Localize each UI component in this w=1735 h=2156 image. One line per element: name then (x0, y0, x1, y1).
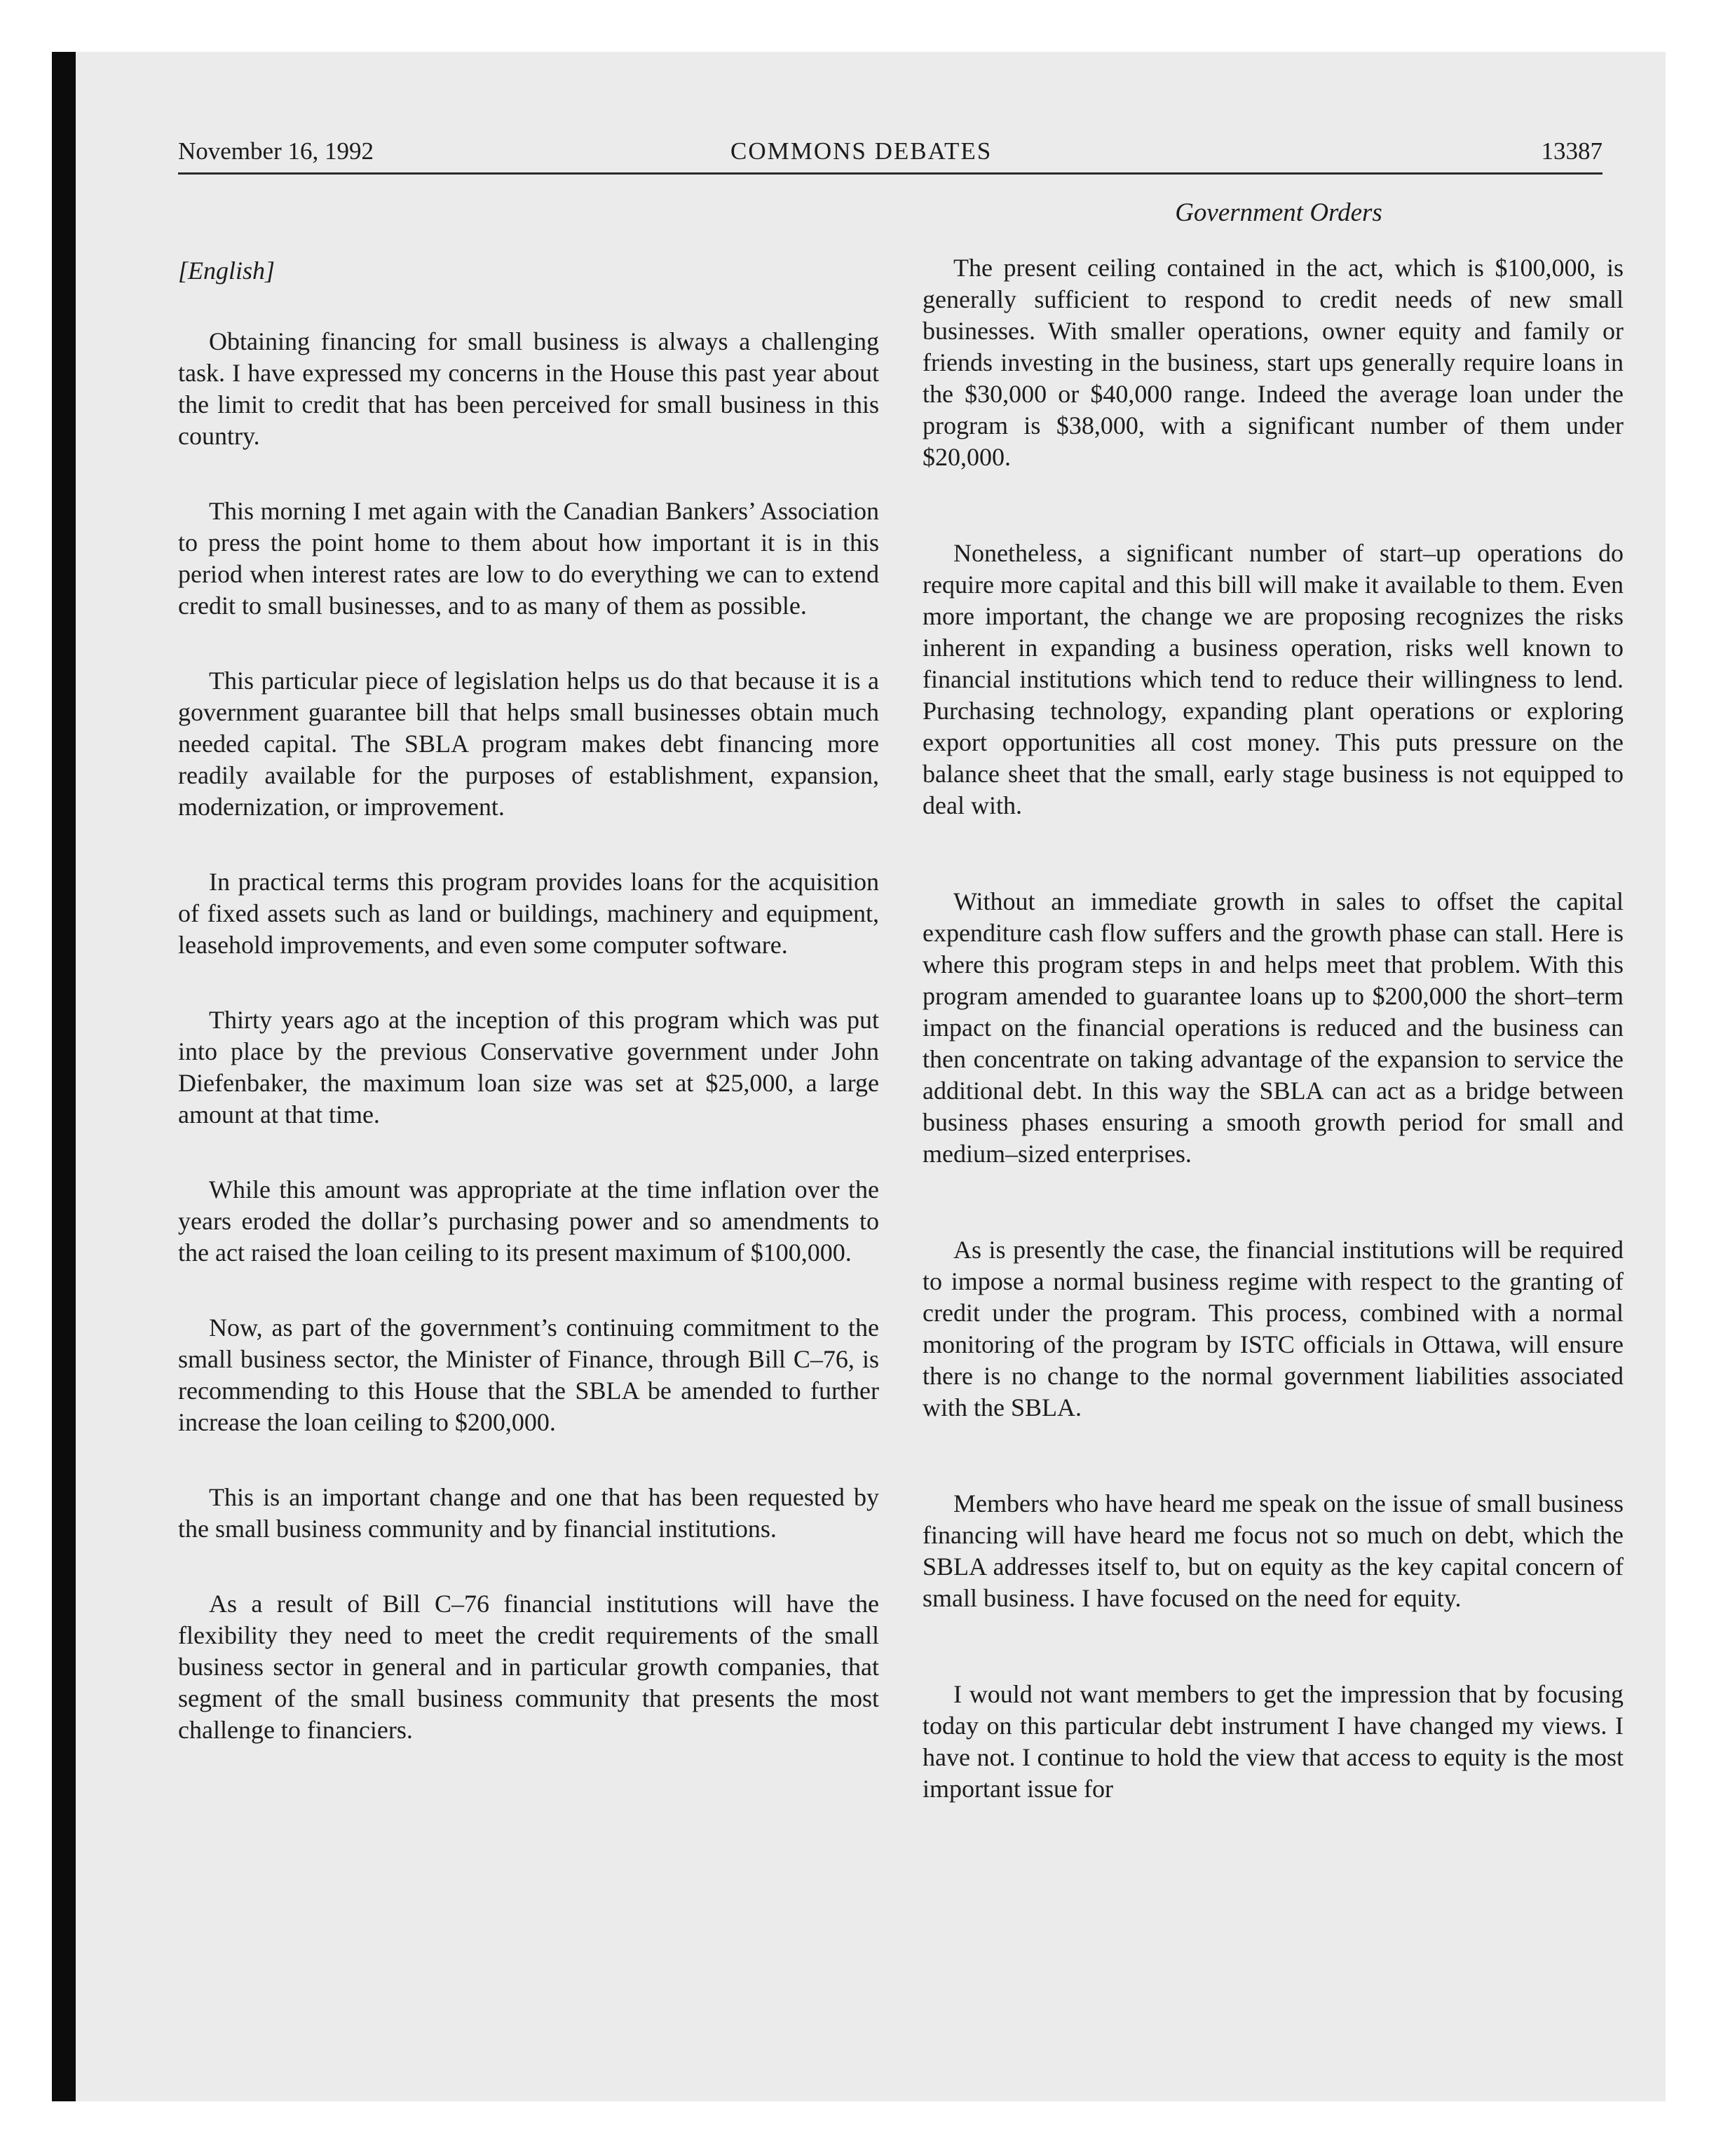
paragraph: The present ceiling contained in the act, which is $100,000, is generally sufficient to respond to credit needs of new small businesses. With smaller operations, owner equity and family or friends investing in the business, start ups generally require loans in the $30,000 or $40,000 range. Indeed the average loan under the program is $38,000, with a significant number of them under $20,000. (923, 254, 1624, 471)
scanned-page (52, 52, 1666, 2101)
paragraph: Nonetheless, a significant number of start–up operations do require more capital and this bill will make it available to them. Even more important, the change we are proposing recognizes the risks inherent in expanding a business operation, risks well known to financial institutions which tend to reduce their willingness to lend. Purchasing technology, expanding plant operations or exploring export opportunities all cost money. This puts pressure on the balance sheet that the small, early stage business is not equipped to deal with. (923, 539, 1624, 819)
paragraph: Members who have heard me speak on the issue of small business financing will have heard me focus not so much on debt, which the SBLA addresses itself to, but on equity as the key capital concern of small business. I have focused on the need for equity. (923, 1489, 1624, 1612)
paragraph: Obtaining financing for small business is always a challenging task. I have expressed my concerns in the House this past year about the limit to credit that has been perceived for small business in this country. (178, 327, 879, 450)
language-marker: [English] (178, 257, 275, 285)
paragraph: As is presently the case, the financial institutions will be required to impose a normal business regime with respect to the granting of credit under the program. This process, combined with a normal monitoring of the program by ISTC officials in Ottawa, will ensure there is no change to the normal government liabilities associated with the SBLA. (923, 1236, 1624, 1421)
paragraph: Thirty years ago at the inception of this program which was put into place by the previous Conservative government under John Diefenbaker, the maximum loan size was set at $25,000, a large amount at that time. (178, 1006, 879, 1128)
page-number: 13387 (1541, 137, 1603, 165)
paragraph: This is an important change and one that has been requested by the small business community and by financial institutions. (178, 1483, 879, 1543)
paragraph: Now, as part of the government’s continuing commitment to the small business sector, the Minister of Finance, through Bill C–76, is recommending to this House that the SBLA be amended to further increase the loan ceiling to $200,000. (178, 1314, 879, 1436)
paragraph: In practical terms this program provides loans for the acquisition of fixed assets such as land or buildings, machinery and equipment, leasehold improvements, and even some computer software. (178, 868, 879, 959)
paragraph: While this amount was appropriate at the time inflation over the years eroded the dollar’s purchasing power and so amendments to the act raised the loan ceiling to its present maximum of $100,000. (178, 1175, 879, 1267)
header-title: COMMONS DEBATES (730, 137, 993, 165)
page-header (178, 130, 1603, 175)
right-column (923, 252, 1624, 1869)
paragraph: This particular piece of legislation helps us do that because it is a government guarantee bill that helps small businesses obtain much needed capital. The SBLA program makes debt financing more readily available for the purposes of establishment, expansion, modernization, or improvement. (178, 667, 879, 821)
binding-edge (52, 52, 76, 2101)
paragraph: This morning I met again with the Canadian Bankers’ Association to press the point home to them about how important it is in this period when interest rates are low to do everything we can to extend credit to small businesses, and to as many of them as possible. (178, 497, 879, 620)
section-title: Government Orders (1175, 198, 1382, 227)
paragraph: Without an immediate growth in sales to offset the capital expenditure cash flow suffers and the growth phase can stall. Here is where this program steps in and helps meet that problem. With this program amended to guarantee loans up to $200,000 the short–term impact on the financial operations is reduced and the business can then concentrate on taking advantage of the expansion to service the additional debt. In this way the SBLA can act as a bridge between business phases ensuring a smooth growth period for small and medium–sized enterprises. (923, 887, 1624, 1168)
header-date: November 16, 1992 (178, 137, 374, 165)
paragraph: I would not want members to get the impression that by focusing today on this particular debt instrument I have changed my views. I have not. I continue to hold the view that access to equity is the most important issue for (923, 1680, 1624, 1803)
left-column (178, 255, 879, 1789)
paragraph: As a result of Bill C–76 financial institutions will have the flexibility they need to meet the credit requirements of the small business sector in general and in particular growth companies, that segment of the small business community that presents the most challenge to financiers. (178, 1590, 879, 1744)
